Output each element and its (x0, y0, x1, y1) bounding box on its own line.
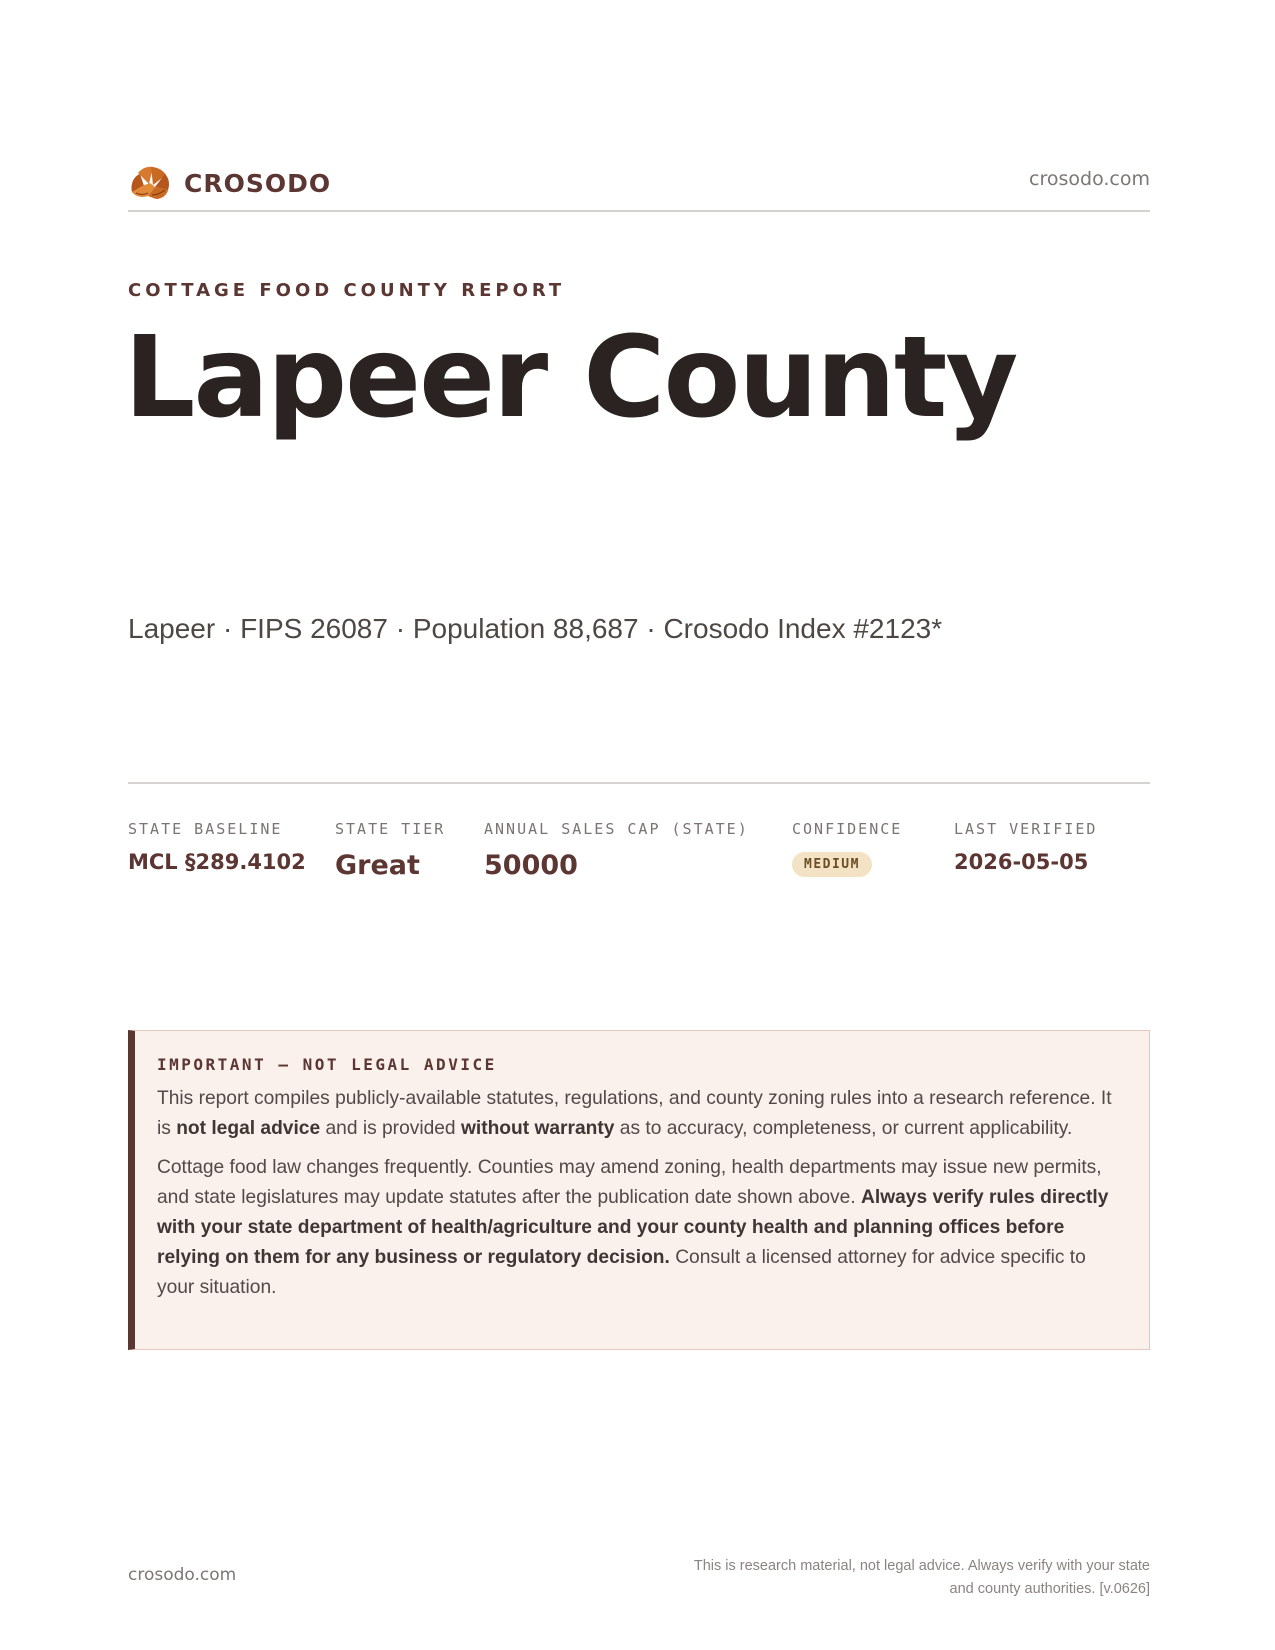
footer-disclaimer (590, 1555, 1150, 1601)
footer-disclaimer-line: and county authorities. [v.0626] (949, 1581, 1150, 1597)
stat-value: 2026-05-05 (954, 850, 1089, 874)
stat-label: STATE TIER (335, 820, 446, 838)
stat-value: MCL §289.4102 (128, 850, 306, 874)
stat-state-tier (335, 820, 445, 881)
stat-annual-sales-cap (484, 820, 749, 881)
footer-site-link[interactable]: crosodo.com (128, 1565, 237, 1585)
legal-notice (128, 1030, 1150, 1350)
brand[interactable] (128, 162, 331, 204)
footer-disclaimer-line: This is research material, not legal advice. Always verify with your state (693, 1558, 1150, 1574)
report-page (124, 0, 1150, 1650)
notice-paragraph: This report compiles publicly-available statutes, regulations, and county zoning rules into a research reference. It is not legal advice and is provided without warranty as to accuracy, completeness, or current applicability. (157, 1088, 1112, 1139)
confidence-badge: MEDIUM (792, 852, 872, 877)
stat-label: STATE BASELINE (128, 820, 283, 838)
notice-title: IMPORTANT — NOT LEGAL ADVICE (157, 1055, 497, 1074)
page-title: Lapeer County (124, 313, 1017, 443)
stats-divider (128, 782, 1150, 784)
page-header (128, 158, 1150, 212)
stat-value: Great (335, 850, 420, 881)
header-site-link[interactable]: crosodo.com (1029, 168, 1150, 190)
stat-label: ANNUAL SALES CAP (STATE) (484, 820, 749, 838)
county-summary: Lapeer · FIPS 26087 · Population 88,687 · Crosodo Index #2123* (128, 613, 943, 644)
croissant-icon (128, 162, 172, 204)
stat-label: LAST VERIFIED (954, 820, 1098, 838)
stat-confidence (792, 820, 902, 877)
stat-state-baseline (128, 820, 306, 874)
stat-label: CONFIDENCE (792, 820, 903, 838)
stat-value: 50000 (484, 850, 578, 881)
report-type-label: COTTAGE FOOD COUNTY REPORT (128, 280, 566, 301)
brand-name: CROSODO (184, 168, 332, 198)
stat-last-verified (954, 820, 1097, 874)
notice-paragraph: Cottage food law changes frequently. Counties may amend zoning, health departments may issue new permits, and state legislatures may update statutes after the publication date shown above. Always verify rules directly with your state department of health/agriculture and your county health and planning offices before relying on them for any business or regulatory decision. Consult a licensed attorney for advice specific to your situation. (157, 1157, 1109, 1298)
